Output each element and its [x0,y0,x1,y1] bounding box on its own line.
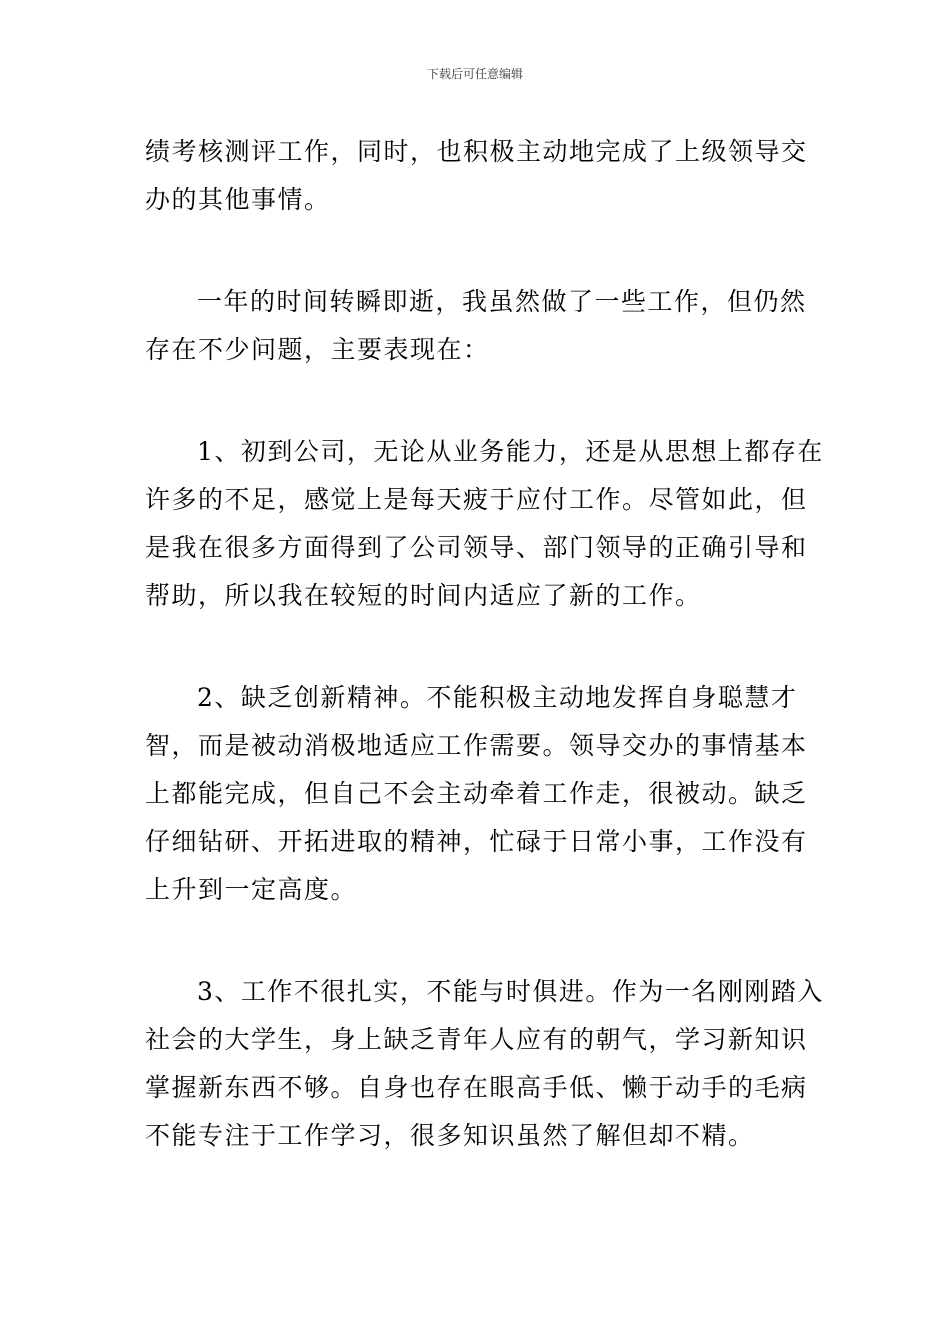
document-body [145,128,825,1160]
paragraph-point-3: 3、工作不很扎实，不能与时俱进。作为一名刚刚踏入社会的大学生，身上缺乏青年人应有的朝气，学习新知识掌握新东西不够。自身也存在眼高手低、懒于动手的毛病不能专注于工作学习，很多知识虽然了解但却不精。 [145,977,824,1150]
page-header: 下载后可任意编辑 [426,67,523,81]
paragraph-point-1: 1、初到公司，无论从业务能力，还是从思想上都存在许多的不足，感觉上是每天疲于应付工作。尽管如此，但是我在很多方面得到了公司领导、部门领导的正确引导和帮助，所以我在较短的时间内适应了新的工作。 [145,437,824,610]
paragraph-point-2: 2、缺乏创新精神。不能积极主动地发挥自身聪慧才智，而是被动消极地适应工作需要。领导交办的事情基本上都能完成，但自己不会主动牵着工作走，很被动。缺乏仔细钻研、开拓进取的精神，忙碌于日常小事，工作没有上升到一定高度。 [145,683,808,904]
paragraph-intro: 一年的时间转瞬即逝，我虽然做了一些工作，但仍然存在不少问题，主要表现在： [145,287,807,364]
paragraph-continuation: 绩考核测评工作，同时，也积极主动地完成了上级领导交办的其他事情。 [145,137,808,214]
